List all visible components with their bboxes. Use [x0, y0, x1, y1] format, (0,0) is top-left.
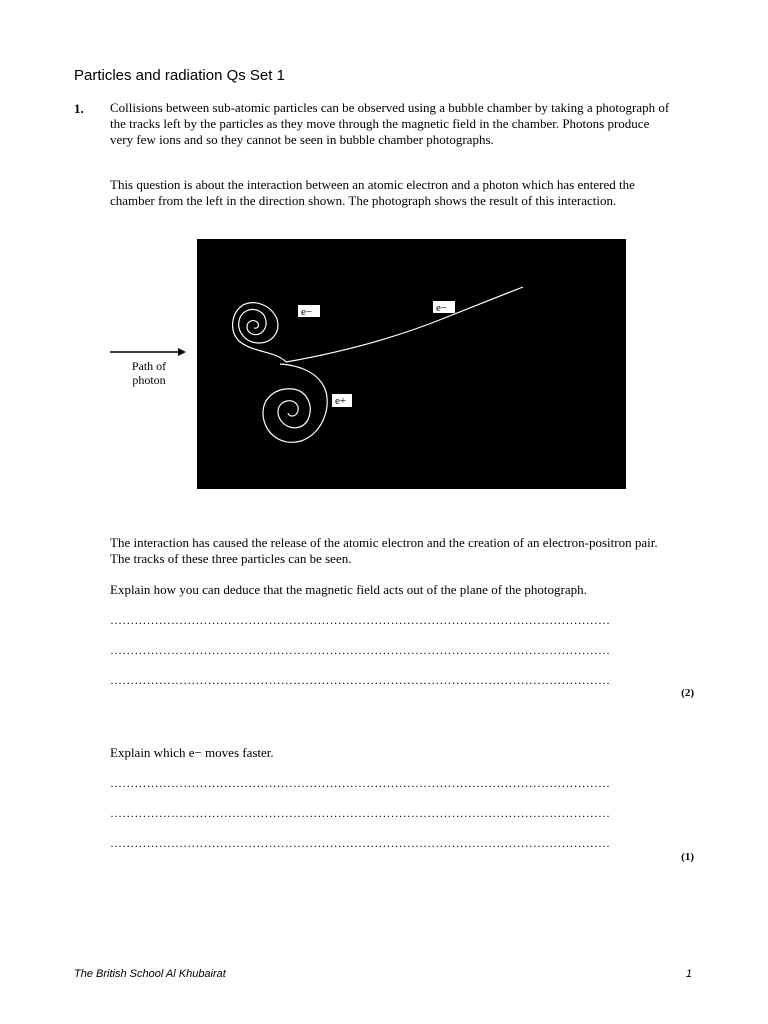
- intro-paragraph-2: [110, 177, 670, 209]
- answer-line-b3[interactable]: ……………………………………………………………………………………………………………: [110, 837, 611, 849]
- positron-spiral-track: [263, 364, 327, 442]
- part-b-marks: (1): [681, 851, 694, 863]
- footer-school-name: The British School Al Khubairat: [74, 968, 226, 980]
- photon-path-label: [110, 359, 188, 387]
- fast-electron-track: [286, 287, 523, 362]
- photon-path-label-line2: photon: [132, 373, 166, 387]
- part-a-marks: (2): [681, 687, 694, 699]
- particle-tracks: [197, 239, 626, 489]
- answer-line-a3[interactable]: ……………………………………………………………………………………………………………: [110, 674, 611, 686]
- photon-arrow-icon: [108, 345, 190, 359]
- intro-paragraph-1: [110, 100, 670, 148]
- label-electron-spiral: e−: [301, 306, 313, 318]
- electron-spiral-track: [233, 303, 286, 362]
- part-a-prompt: Explain how you can deduce that the magnetic field acts out of the plane of the photograph.: [110, 582, 587, 597]
- context-paragraph: [110, 535, 670, 567]
- answer-line-b1[interactable]: ……………………………………………………………………………………………………………: [110, 777, 611, 789]
- footer-page-number: 1: [685, 968, 692, 980]
- photon-path-label-line1: Path of: [131, 359, 167, 373]
- question-number: 1.: [74, 101, 84, 116]
- bubble-chamber-photograph: [197, 239, 626, 489]
- label-positron: e+: [335, 395, 347, 407]
- intro-text-2: This question is about the interaction between an atomic electron and a photon which has entered the chamber from the left in the direction shown. The photograph shows the result of this interaction.: [110, 177, 635, 208]
- page-title: Particles and radiation Qs Set 1: [74, 67, 285, 84]
- answer-line-a1[interactable]: ……………………………………………………………………………………………………………: [110, 614, 611, 626]
- answer-line-b2[interactable]: ……………………………………………………………………………………………………………: [110, 807, 611, 819]
- intro-text-1: Collisions between sub-atomic particles can be observed using a bubble chamber by taking a photograph of the tracks left by the particles as they move through the magnetic field in the chamber. Photons produce very few ions and so they cannot be seen in bubble chamber photographs.: [110, 100, 670, 147]
- part-b-prompt: Explain which e− moves faster.: [110, 745, 274, 760]
- label-electron-track: e−: [436, 302, 448, 314]
- answer-line-a2[interactable]: ……………………………………………………………………………………………………………: [110, 644, 611, 656]
- context-text: The interaction has caused the release of the atomic electron and the creation of an electron-positron pair. The tracks of these three particles can be seen.: [110, 535, 658, 566]
